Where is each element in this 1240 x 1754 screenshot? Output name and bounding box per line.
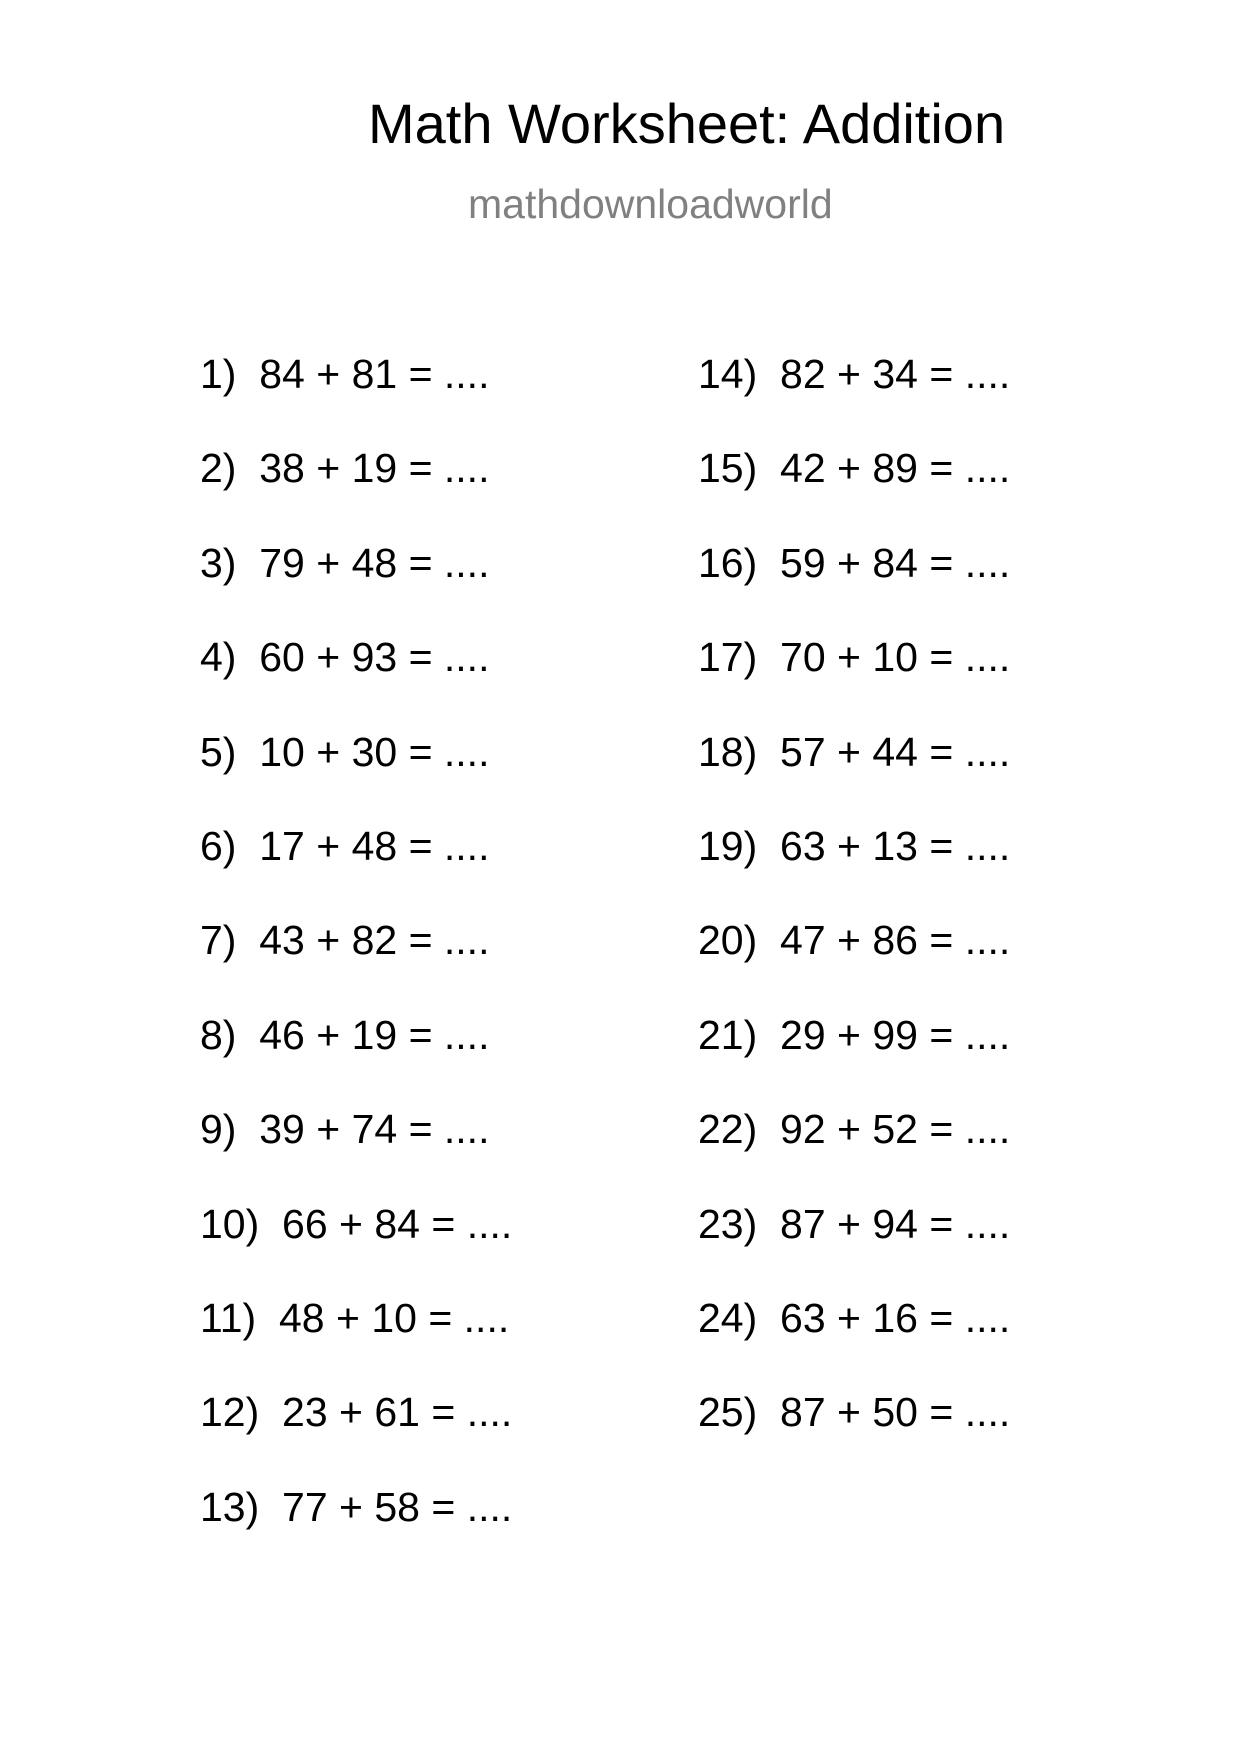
problem-18: 18) 57 + 44 = .... xyxy=(698,729,1011,775)
worksheet-source: mathdownloadworld xyxy=(468,181,833,227)
problem-20: 20) 47 + 86 = .... xyxy=(698,917,1011,963)
worksheet-title: Math Worksheet: Addition xyxy=(368,92,1006,155)
problem-9: 9) 39 + 74 = .... xyxy=(200,1106,490,1152)
problem-6: 6) 17 + 48 = .... xyxy=(200,823,490,869)
problem-4: 4) 60 + 93 = .... xyxy=(200,634,490,680)
problem-19: 19) 63 + 13 = .... xyxy=(698,823,1011,869)
problem-3: 3) 79 + 48 = .... xyxy=(200,540,490,586)
problem-11: 11) 48 + 10 = .... xyxy=(200,1295,510,1341)
problem-23: 23) 87 + 94 = .... xyxy=(698,1201,1011,1247)
problem-21: 21) 29 + 99 = .... xyxy=(698,1012,1011,1058)
problem-13: 13) 77 + 58 = .... xyxy=(200,1484,513,1530)
problem-12: 12) 23 + 61 = .... xyxy=(200,1389,513,1435)
problem-17: 17) 70 + 10 = .... xyxy=(698,634,1011,680)
problem-10: 10) 66 + 84 = .... xyxy=(200,1201,513,1247)
problem-2: 2) 38 + 19 = .... xyxy=(200,445,490,491)
problem-22: 22) 92 + 52 = .... xyxy=(698,1106,1011,1152)
problem-14: 14) 82 + 34 = .... xyxy=(698,351,1011,397)
problem-1: 1) 84 + 81 = .... xyxy=(200,351,490,397)
problem-7: 7) 43 + 82 = .... xyxy=(200,917,490,963)
problem-16: 16) 59 + 84 = .... xyxy=(698,540,1011,586)
problem-15: 15) 42 + 89 = .... xyxy=(698,445,1011,491)
problem-25: 25) 87 + 50 = .... xyxy=(698,1389,1011,1435)
problem-24: 24) 63 + 16 = .... xyxy=(698,1295,1011,1341)
problem-8: 8) 46 + 19 = .... xyxy=(200,1012,490,1058)
problem-5: 5) 10 + 30 = .... xyxy=(200,729,490,775)
